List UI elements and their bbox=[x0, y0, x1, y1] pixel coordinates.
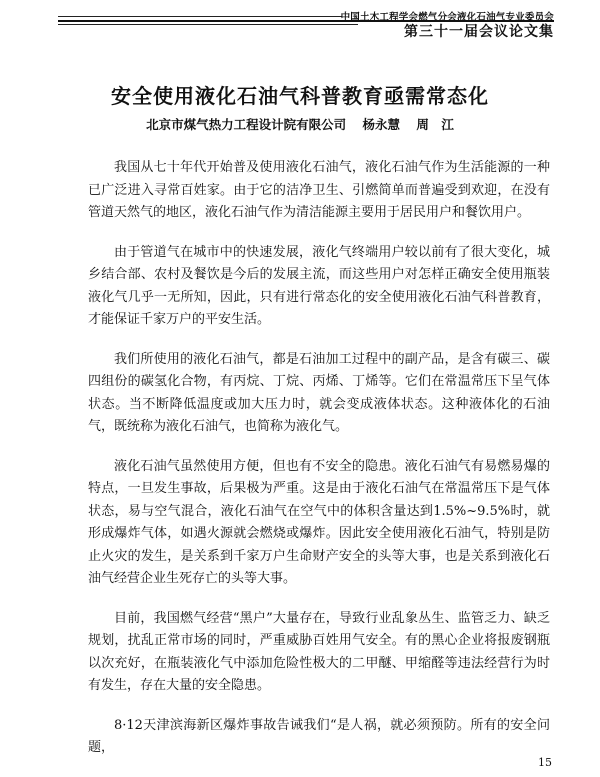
paragraph: 我们所使用的液化石油气，都是石油加工过程中的副产品，是含有碳三、碳四组份的碳氢化合物，有丙烷、丁烷、丙烯、丁烯等。它们在常温常压下呈气体状态。当不断降低温度或加大压力时，就会变成液体状态。这种液体化的石油气，既统称为液化石油气，也简称为液化气。 bbox=[88, 351, 550, 434]
page-number: 15 bbox=[538, 756, 552, 769]
author-name: 周 江 bbox=[416, 117, 454, 132]
paragraph: 由于管道气在城市中的快速发展，液化气终端用户较以前有了很大变化，城乡结合部、农村及餐饮是今后的发展主流，而这些用户对怎样正确安全使用瓶装液化气几乎一无所知，因此，只有进行常态化的安全使用液化石油气科普教育，才能保证千家万户的平安生活。 bbox=[88, 244, 550, 327]
paragraph: 我国从七十年代开始普及使用液化石油气，液化石油气作为生活能源的一种已广泛进入寻常百姓家。由于它的洁净卫生、引燃简单而普遍受到欢迎，在没有管道天然气的地区，液化石油气作为清洁能源主要用于居民用户和餐饮用户。 bbox=[88, 160, 550, 220]
header-rule-top bbox=[58, 16, 342, 17]
body-text bbox=[88, 157, 550, 777]
header-conference-title: 第三十一届会议论文集 bbox=[404, 24, 554, 40]
author-name: 杨永慧 bbox=[362, 117, 400, 132]
header-organization: 中国土木工程学会燃气分会液化石油气专业委员会 bbox=[340, 12, 554, 23]
paragraph: 液化石油气虽然使用方便，但也有不安全的隐患。液化石油气有易燃易爆的特点，一旦发生事故，后果极为严重。这是由于液化石油气在常温常压下是气体状态，易与空气混合，液化石油气在空气中的体积含量达到1.5%~9.5%时，就形成爆炸气体，如遇火源就会燃烧或爆炸。因此安全使用液化石油气，特别是防止火灾的发生，是关系到千家万户生命财产安全的头等大事，也是关系到液化石油气经营企业生死存亡的头等大事。 bbox=[88, 458, 550, 586]
paper-title: 安全使用液化石油气科普教育亟需常态化 bbox=[111, 84, 489, 108]
paragraph: 8·12天津滨海新区爆炸事故告诫我们“是人祸，就必须预防。所有的安全问题， bbox=[88, 717, 550, 755]
affiliation: 北京市煤气热力工程设计院有限公司 bbox=[146, 117, 347, 132]
author-line bbox=[0, 115, 600, 133]
paragraph: 目前，我国燃气经营“黑户”大量存在，导致行业乱象丛生、监管乏力、缺乏规划，扰乱正常市场的同时，严重威胁百姓用气安全。有的黑心企业将报废钢瓶以次充好，在瓶装液化气中添加危险性极大的二甲醚、甲缩醛等违法经营行为时有发生，存在大量的安全隐患。 bbox=[88, 610, 550, 693]
header-rule-bottom bbox=[58, 24, 358, 25]
